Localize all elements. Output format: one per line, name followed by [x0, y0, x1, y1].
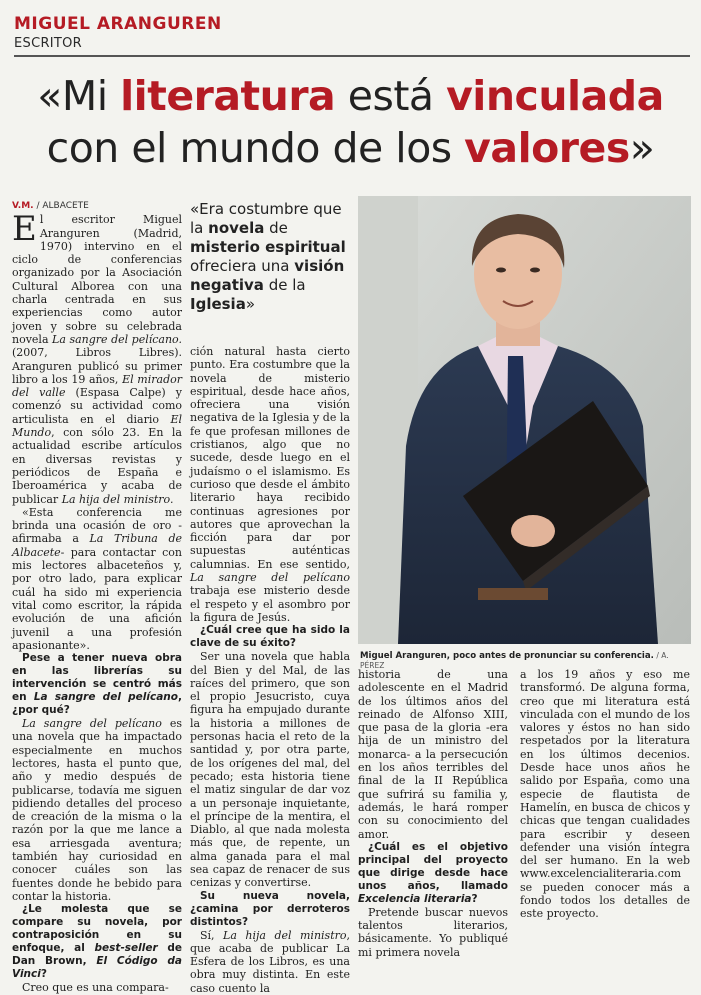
article-column-4 [520, 668, 690, 921]
paragraph: a los 19 años y eso me transformó. De alguna forma, creo que mi literatura está vinculada con el mundo de los valores y éstos no han sido respetados por la literatura en los últimos decenios. Desde hace unos años he salido por España, como una especie de flautista de Hamelín, en busca de chicos y chicas que tengan cualidades para escribir y deseen defender una visión íntegra del ser humano. En la web www.excelencialiteraria.com se pueden conocer más a fondo todos los detalles de este proyecto. [520, 668, 690, 921]
section-header [0, 2, 701, 58]
author-photo [358, 196, 691, 644]
paragraph: La sangre del pelícano es una novela que ha impactado especialmente en muchos lectores, hasta el punto que, año y medio después de publicarse, todavía me siguen pidiendo detalles del proceso de creación de la misma o la razón por la que me lance a esa arriesgada aventura; también hay curiosidad en conocer cuáles son las fuentes donde he bebido para contar la historia. [12, 717, 182, 903]
interview-question: ¿Cuál cree que ha sido la clave de su éxito? [190, 624, 350, 650]
interview-question: Su nueva novela, ¿camina por derroteros distintos? [190, 889, 350, 928]
photo-caption: Miguel Aranguren, poco antes de pronunciar su conferencia. / A. PÉREZ [360, 651, 669, 670]
paragraph: historia de una adolescente en el Madrid de los últimos años del reinado de Alfonso XIII, que pasa de la gloria -era hija de un ministro del monarca- a la persecución en los años terribles del final de la II República que sufrirá su familia y, además, le hará romper con su conocimiento del amor. [358, 668, 508, 841]
paragraph: Ser una novela que habla del Bien y del Mal, de las raíces del primero, que son el propio Jesucristo, cuya figura ha empujado durante la historia a millones de personas hacia el reto de la santidad y, por otra parte, de los orígenes del mal, del pecado; esta historia tiene el matiz singular de dar voz a un personaje inquietante, el príncipe de la mentira, el Diablo, al que nada molesta más que, de repente, un alma ganada para el mal sea capaz de renacer de sus cenizas y convertirse. [190, 650, 350, 890]
article-column-1 [12, 200, 182, 995]
author-role: ESCRITOR [14, 36, 83, 51]
paragraph: El escritor Miguel Aranguren (Madrid, 1970) intervino en el ciclo de conferencias organizado por la Asociación Cultural Alborea con una charla centrada en sus experiencias como autor joven y sobre su celebrada novela La sangre del pelícano. (2007, Libros Libres). Aranguren publicó su primer libro a los 19 años, El mirador del valle (Espasa Calpe) y comenzó su actividad como articulista en el diario El Mundo, con sólo 23. En la actualidad escribe artículos en diversas revistas y periódicos de España e Iberoamérica y acaba de publicar La hija del ministro. [12, 209, 182, 506]
paragraph: Sí, La hija del ministro, que acaba de publicar La Esfera de los Libros, es una obra muy distinta. En este caso cuento la [190, 928, 351, 995]
header-divider [14, 55, 690, 57]
photo-credit: / A. PÉREZ [360, 651, 669, 670]
portrait-illustration [358, 196, 691, 644]
article-column-3 [358, 668, 508, 959]
interview-question: Pese a tener nueva obra en las librerías su intervención se centró más en La sangre del pelícano, ¿por qué? [12, 652, 182, 717]
byline: V.M. / ALBACETE [12, 201, 89, 211]
article-column-2 [190, 345, 351, 995]
paragraph: «Esta conferencia me brinda una ocasión de oro -afirmaba a La Tribuna de Albacete- para contactar con mis lectores albaceteños y, por otro lado, para explicar cuál ha sido mi experiencia vital como escritor, la rápida evolución de una afición juvenil a una profesión apasionante». [12, 505, 182, 652]
drop-cap: E [12, 209, 37, 250]
interview-question: ¿Le molesta que se compare su novela, por contraposición en su enfoque, al best-seller de Dan Brown, El Código da Vinci? [12, 903, 182, 981]
paragraph: Creo que es una compara- [22, 981, 169, 995]
interview-question: ¿Cuál es el objetivo principal del proyecto que dirige desde hace unos años, llamado Excelencia literaria? [358, 840, 508, 905]
pull-quote: «Era costumbre que la novela de misterio espiritual ofreciera una visión negativa de la Iglesia» [190, 200, 346, 313]
page-title: «Mi literatura está vinculada con el mundo de los valores» [37, 72, 664, 172]
author-name: MIGUEL ARANGUREN [14, 14, 222, 34]
paragraph: ción natural hasta cierto punto. Era costumbre que la novela de misterio espiritual, desde hace años, ofreciera una visión negativa de la Iglesia y de la fe que profesan millones de cristianos, algo que no sucede, desde luego en el judaísmo o el islamismo. Es curioso que desde el ámbito literario haya recibido continuas agresiones por autores que aprovechan la ficción para dar por supuestas auténticas calumnias. En ese sentido, La sangre del pelícano trabaja ese misterio desde el respeto y el asombro por la figura de Jesús. [190, 345, 350, 624]
paragraph: Pretende buscar nuevos talentos literarios, básicamente. Yo publiqué mi primera novela [358, 905, 508, 959]
